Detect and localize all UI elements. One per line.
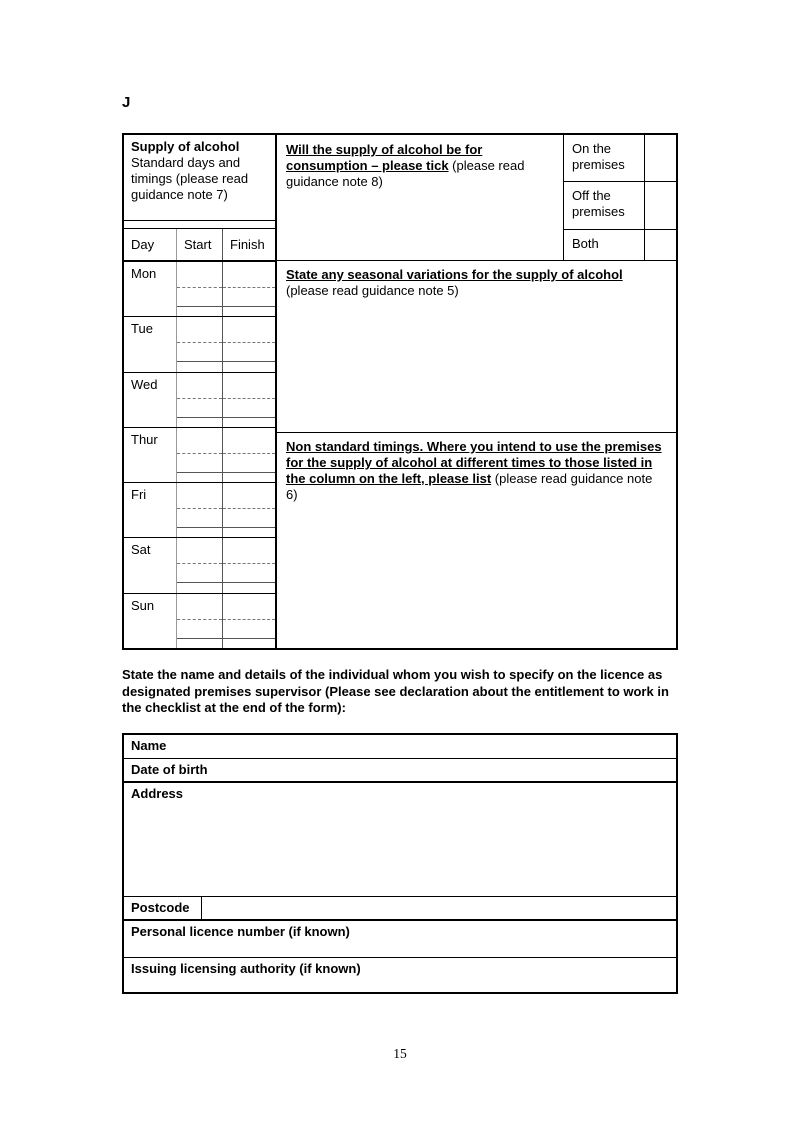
consumption-heading: Will the supply of alcohol be for consumption – please tick	[286, 142, 483, 173]
day-label-fri: Fri	[124, 483, 177, 537]
day-row-sun	[124, 594, 275, 648]
tue-finish-lower-field[interactable]	[223, 343, 275, 362]
supply-header-cell	[124, 135, 275, 221]
issuing-authority-field-row[interactable]	[124, 958, 676, 992]
timings-column-header-row	[124, 229, 275, 262]
thur-start-lower-field[interactable]	[177, 454, 222, 473]
tue-start-lower-field[interactable]	[177, 343, 222, 362]
thur-finish-cell[interactable]	[223, 428, 275, 482]
fri-start-lower-field[interactable]	[177, 509, 222, 528]
day-label-wed: Wed	[124, 373, 177, 427]
personal-licence-label: Personal licence number (if known)	[131, 924, 350, 939]
thur-start-cell[interactable]	[177, 428, 223, 482]
address-field-row[interactable]	[124, 783, 676, 897]
day-row-fri	[124, 483, 275, 538]
non-standard-heading: Non standard timings. Where you intend to use the premises for the supply of alcohol at different times to those listed in the column on the left, please list	[286, 439, 662, 486]
section-label: J	[122, 94, 131, 111]
option-row-both	[564, 230, 676, 260]
wed-finish-cell[interactable]	[223, 373, 275, 427]
date-of-birth-value-field[interactable]	[215, 759, 676, 781]
name-value-field[interactable]	[173, 735, 676, 758]
col-header-start: Start	[177, 229, 223, 260]
address-value-field[interactable]	[190, 783, 676, 896]
option-row-off-premises	[564, 182, 676, 230]
seasonal-variations-cell[interactable]	[277, 261, 676, 433]
day-row-tue	[124, 317, 275, 372]
thur-finish-upper-field[interactable]	[223, 428, 275, 454]
fri-start-upper-field[interactable]	[177, 483, 222, 509]
consumption-note: (please read guidance note 8)	[286, 158, 525, 189]
date-of-birth-label: Date of birth	[131, 762, 208, 777]
fri-finish-lower-field[interactable]	[223, 509, 275, 528]
sun-finish-cell[interactable]	[223, 594, 275, 648]
sun-finish-upper-field[interactable]	[223, 594, 275, 620]
option-label-off-premises: Off the premises	[572, 188, 625, 219]
col-header-day: Day	[124, 229, 177, 260]
sat-finish-cell[interactable]	[223, 538, 275, 592]
page-number: 15	[393, 1046, 407, 1061]
seasonal-heading: State any seasonal variations for the supply of alcohol	[286, 267, 623, 282]
non-standard-note: (please read guidance note 6)	[286, 471, 653, 502]
wed-finish-upper-field[interactable]	[223, 373, 275, 399]
postcode-value-field[interactable]	[202, 897, 676, 919]
fri-finish-upper-field[interactable]	[223, 483, 275, 509]
day-label-thur: Thur	[124, 428, 177, 482]
name-label: Name	[131, 738, 167, 753]
day-label-sat: Sat	[124, 538, 177, 592]
supply-title: Supply of alcohol	[131, 139, 240, 154]
day-row-thur	[124, 428, 275, 483]
day-row-wed	[124, 373, 275, 428]
wed-finish-lower-field[interactable]	[223, 399, 275, 418]
sat-start-lower-field[interactable]	[177, 564, 222, 583]
col-header-finish: Finish	[230, 237, 265, 252]
dps-details-table	[122, 733, 678, 994]
day-rows	[124, 262, 275, 648]
fri-finish-cell[interactable]	[223, 483, 275, 537]
mon-finish-upper-field[interactable]	[223, 262, 275, 288]
option-label-on-premises: On the premises	[572, 141, 625, 172]
wed-start-cell[interactable]	[177, 373, 223, 427]
fri-start-cell[interactable]	[177, 483, 223, 537]
day-row-sat	[124, 538, 275, 593]
non-standard-timings-cell[interactable]	[277, 433, 676, 648]
day-label-tue: Tue	[124, 317, 177, 371]
timings-right-column	[277, 135, 676, 648]
sat-finish-upper-field[interactable]	[223, 538, 275, 564]
postcode-field-row[interactable]	[124, 897, 676, 921]
alcohol-timings-table	[122, 133, 678, 650]
tue-finish-upper-field[interactable]	[223, 317, 275, 343]
tick-box-on-premises[interactable]	[644, 135, 676, 181]
issuing-authority-value-field[interactable]	[368, 958, 676, 992]
tick-box-both[interactable]	[644, 230, 676, 260]
consumption-options	[563, 135, 676, 260]
mon-start-lower-field[interactable]	[177, 288, 222, 307]
mon-finish-cell[interactable]	[223, 262, 275, 316]
wed-start-lower-field[interactable]	[177, 399, 222, 418]
mon-finish-lower-field[interactable]	[223, 288, 275, 307]
address-label: Address	[131, 786, 184, 801]
sun-start-lower-field[interactable]	[177, 620, 222, 639]
sat-finish-lower-field[interactable]	[223, 564, 275, 583]
supply-subtitle: Standard days and timings (please read guidance note 7)	[131, 155, 249, 202]
tue-start-upper-field[interactable]	[177, 317, 222, 343]
tue-finish-cell[interactable]	[223, 317, 275, 371]
mon-start-upper-field[interactable]	[177, 262, 222, 288]
sat-start-cell[interactable]	[177, 538, 223, 592]
sat-start-upper-field[interactable]	[177, 538, 222, 564]
spacer-row	[124, 221, 275, 229]
thur-finish-lower-field[interactable]	[223, 454, 275, 473]
date-of-birth-field-row[interactable]	[124, 759, 676, 783]
sun-finish-lower-field[interactable]	[223, 620, 275, 639]
wed-start-upper-field[interactable]	[177, 373, 222, 399]
sun-start-upper-field[interactable]	[177, 594, 222, 620]
consumption-block	[277, 135, 676, 261]
dps-intro-paragraph: State the name and details of the individual whom you wish to specify on the licence as designated premises supervisor (Please see declaration about the entitlement to work in the checklist at the end of the form):	[122, 667, 669, 715]
tick-box-off-premises[interactable]	[644, 182, 676, 229]
day-label-mon: Mon	[124, 262, 177, 316]
personal-licence-value-field[interactable]	[357, 921, 676, 957]
option-row-on-premises	[564, 135, 676, 182]
postcode-label: Postcode	[124, 897, 202, 919]
option-label-both: Both	[572, 236, 599, 251]
personal-licence-field-row[interactable]	[124, 921, 676, 958]
tue-start-cell[interactable]	[177, 317, 223, 371]
mon-start-cell[interactable]	[177, 262, 223, 316]
timings-left-column	[124, 135, 277, 648]
thur-start-upper-field[interactable]	[177, 428, 222, 454]
sun-start-cell[interactable]	[177, 594, 223, 648]
seasonal-note: (please read guidance note 5)	[286, 283, 459, 298]
issuing-authority-label: Issuing licensing authority (if known)	[131, 961, 361, 976]
day-row-mon	[124, 262, 275, 317]
day-label-sun: Sun	[124, 594, 177, 648]
name-field-row[interactable]	[124, 735, 676, 759]
consumption-instruction	[277, 135, 563, 260]
